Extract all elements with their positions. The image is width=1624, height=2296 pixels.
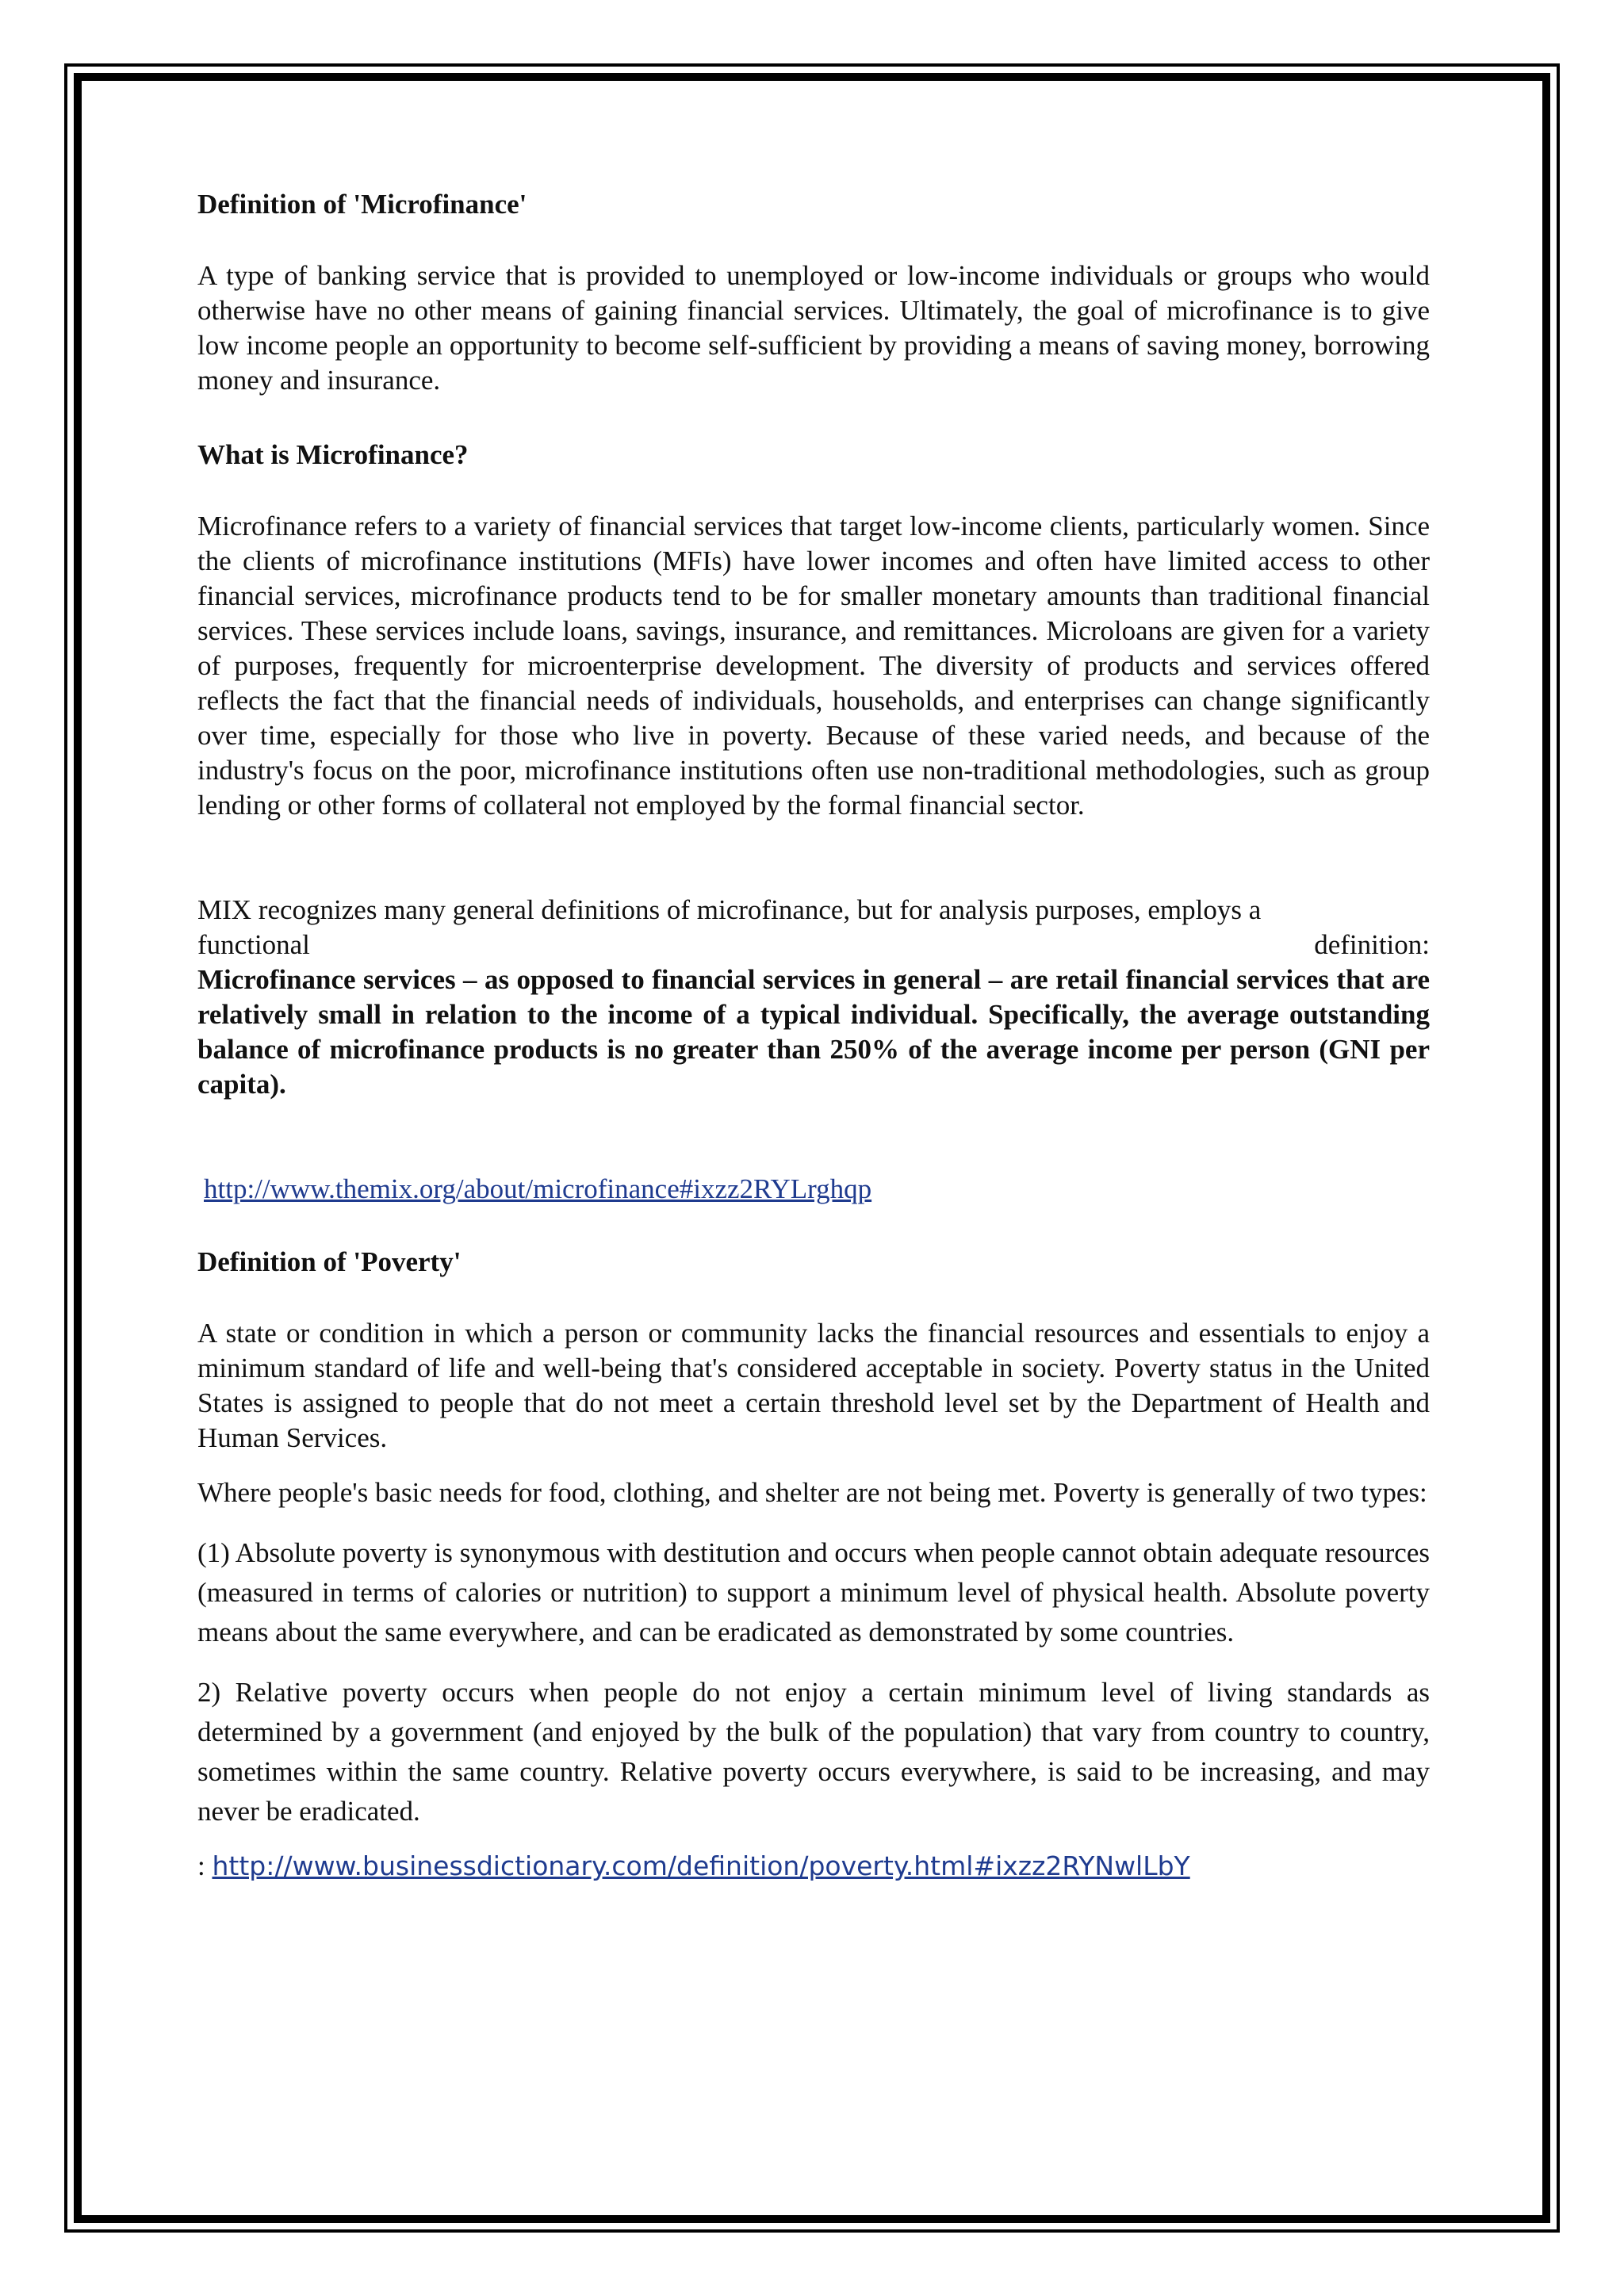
microfinance-definition-paragraph: A type of banking service that is provided to unemployed or low-income individuals or groups who would otherwise have no other means of gaining financial services. Ultimately, the goal of microfinance is to give low income people an opportunity to become self-sufficient by providing a means of saving money, borrowing money and insurance. [197, 260, 1430, 396]
poverty-source-link[interactable]: http://www.businessdictionary.com/definition/poverty.html#ixzz2RYNwlLbY [212, 1850, 1190, 1881]
poverty-definition-paragraph: A state or condition in which a person or community lacks the financial resources and essentials to enjoy a minimum standard of life and well-being that's considered acceptable in society. Poverty status in the United States is assigned to people that do not meet a certain threshold level set by the Department of Health and Human Services. [197, 1318, 1430, 1453]
what-is-microfinance-heading: What is Microfinance? [197, 439, 469, 470]
mix-bold-definition: Microfinance services – as opposed to financial services in general – are retail financial services that are relatively small in relation to the income of a typical individual. Specifically, the average outstanding balance of microfinance products is no greater than 250% of the average income per person (GNI per capita). [197, 964, 1430, 1100]
document-body [197, 187, 1430, 1884]
poverty-types-intro: Where people's basic needs for food, clothing, and shelter are not being met. Poverty is generally of two types: [197, 1477, 1427, 1508]
poverty-source-line [197, 1849, 1430, 1884]
mix-intro-word-right: definition: [1314, 929, 1430, 960]
mix-source-link[interactable]: http://www.themix.org/about/microfinance#ixzz2RYLrghqp [204, 1173, 872, 1204]
what-is-microfinance-paragraph: Microfinance refers to a variety of financial services that target low-income clients, particularly women. Since the clients of microfinance institutions (MFIs) have lower incomes and often have limited access to other financial services, microfinance products tend to be for smaller monetary amounts than traditional financial services. These services include loans, savings, insurance, and remittances. Microloans are given for a variety of purposes, frequently for microenterprise development. The diversity of products and services offered reflects the fact that the financial needs of individuals, households, and enterprises can change significantly over time, especially for those who live in poverty. Because of these varied needs, and because of the industry's focus on the poor, microfinance institutions often use non-traditional methodologies, such as group lending or other forms of collateral not employed by the formal financial sector. [197, 511, 1430, 821]
mix-intro-word-left: functional [197, 929, 310, 960]
poverty-definition-heading: Definition of 'Poverty' [197, 1246, 462, 1277]
mix-intro-line: MIX recognizes many general definitions of microfinance, but for analysis purposes, employs a [197, 894, 1262, 925]
mix-definition-block [197, 893, 1430, 1102]
mix-intro-split-line [197, 928, 1430, 962]
absolute-poverty-paragraph: (1) Absolute poverty is synonymous with destitution and occurs when people cannot obtain adequate resources (measured in terms of calories or nutrition) to support a minimum level of physical health. Absolute poverty means about the same everywhere, and can be eradicated as demonstrated by some countries. [197, 1537, 1430, 1647]
relative-poverty-paragraph: 2) Relative poverty occurs when people do not enjoy a certain minimum level of living standards as determined by a government (and enjoyed by the bulk of the population) that vary from country to country, sometimes within the same country. Relative poverty occurs everywhere, is said to be increasing, and may never be eradicated. [197, 1677, 1430, 1827]
poverty-source-prefix: : [197, 1850, 213, 1881]
microfinance-definition-heading: Definition of 'Microfinance' [197, 189, 527, 220]
